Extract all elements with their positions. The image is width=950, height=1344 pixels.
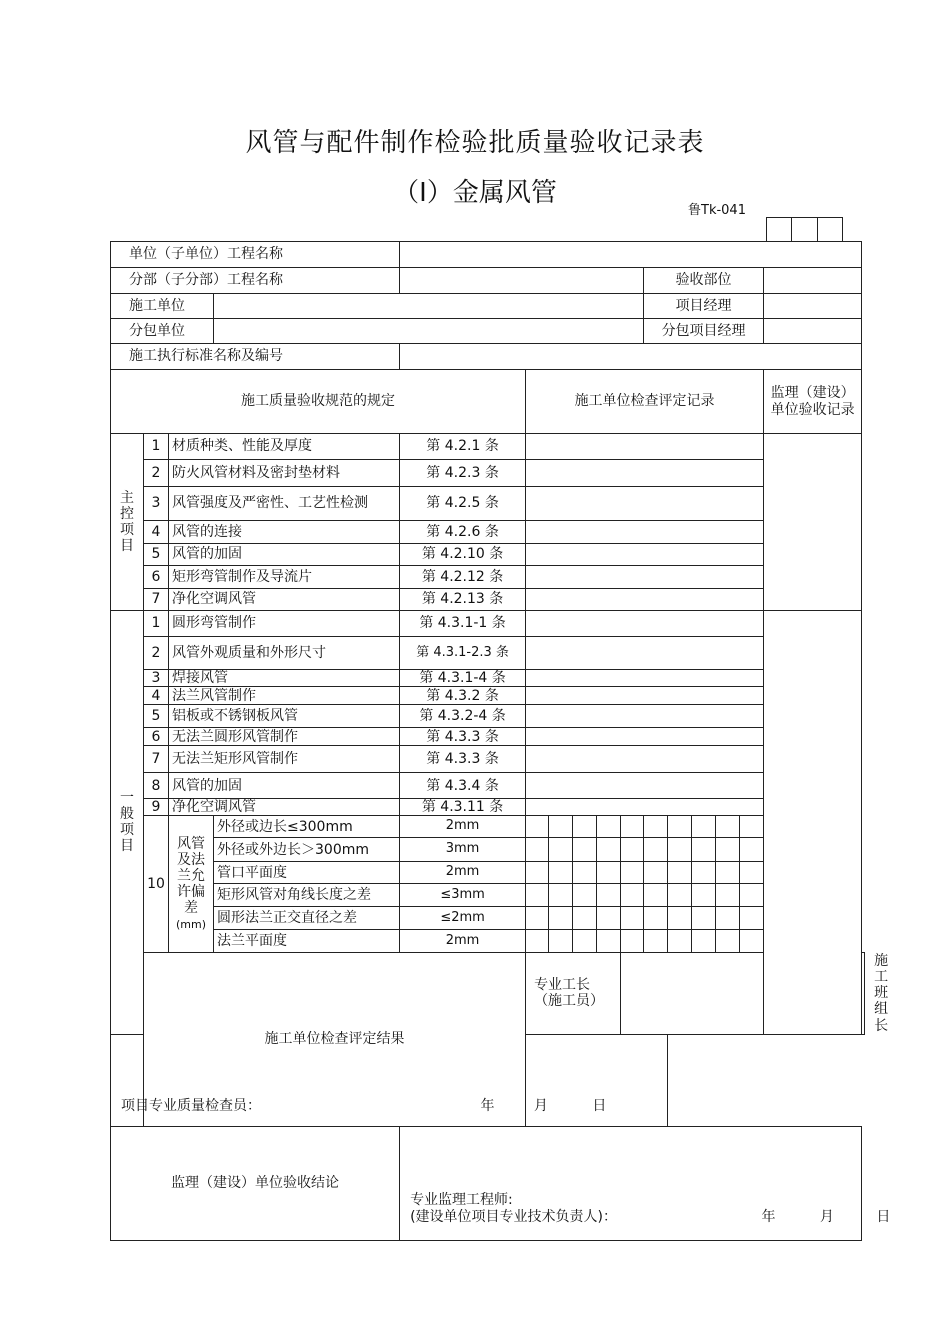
measure-cell[interactable] [740, 930, 764, 953]
tolerance-row [111, 838, 865, 862]
conclusion-month: 月 [819, 1208, 834, 1225]
subcontract-unit-label: 分包单位 [111, 319, 214, 344]
item-clause: 第 4.3.2-4 条 [400, 705, 526, 728]
measure-cell[interactable] [621, 862, 644, 884]
item-name: 风管外观质量和外形尺寸 [169, 637, 400, 670]
tolerance-row [111, 816, 865, 838]
spec-column-header: 施工质量验收规范的规定 [111, 370, 526, 434]
measure-cell[interactable] [644, 907, 668, 930]
measure-cell[interactable] [549, 862, 573, 884]
measure-cell[interactable] [597, 907, 621, 930]
measure-cell[interactable] [740, 838, 764, 862]
item-no: 7 [144, 746, 169, 773]
tolerance-no: 10 [144, 816, 169, 953]
check-record-column-header: 施工单位检查评定记录 [526, 370, 764, 434]
item-name: 净化空调风管 [169, 589, 400, 611]
acceptance-part-value[interactable] [764, 268, 862, 294]
item-clause: 第 4.3.1-2.3 条 [400, 637, 526, 670]
standard-label: 施工执行标准名称及编号 [111, 344, 400, 370]
table-row [111, 728, 865, 746]
measure-cell[interactable] [668, 838, 692, 862]
check-record-cell[interactable] [526, 728, 764, 746]
foreman-value[interactable] [621, 953, 764, 1034]
construction-unit-label: 施工单位 [111, 294, 214, 319]
item-clause: 第 4.2.1 条 [400, 434, 526, 460]
measure-cell[interactable] [692, 816, 716, 838]
tolerance-item: 矩形风管对角线长度之差 [214, 884, 400, 907]
item-name: 无法兰矩形风管制作 [169, 746, 400, 773]
measure-cell[interactable] [621, 838, 644, 862]
engineer-label: 专业监理工程师: [410, 1192, 513, 1209]
general-items-label: 一 般 项 目 [111, 611, 144, 1035]
tolerance-row [111, 862, 865, 884]
measure-cell[interactable] [740, 884, 764, 907]
project-manager-value[interactable] [764, 294, 862, 319]
measure-cell[interactable] [621, 930, 644, 953]
page-title: 风管与配件制作检验批质量验收记录表 [245, 128, 705, 158]
measure-cell[interactable] [644, 930, 668, 953]
measure-cell[interactable] [668, 907, 692, 930]
measure-cell[interactable] [740, 862, 764, 884]
measure-cell[interactable] [740, 907, 764, 930]
foreman-label: 专业工长（施工员） [526, 953, 621, 1034]
table-row [111, 687, 865, 705]
table-row [111, 746, 865, 773]
measure-cell[interactable] [668, 884, 692, 907]
item-clause: 第 4.3.4 条 [400, 773, 526, 799]
item-clause: 第 4.2.3 条 [400, 460, 526, 487]
measure-cell[interactable] [740, 816, 764, 838]
item-no: 3 [144, 487, 169, 521]
item-clause: 第 4.2.13 条 [400, 589, 526, 611]
measure-cell[interactable] [573, 816, 597, 838]
item-clause: 第 4.2.10 条 [400, 544, 526, 566]
item-no: 2 [144, 637, 169, 670]
item-clause: 第 4.2.5 条 [400, 487, 526, 521]
table-row [111, 460, 865, 487]
conclusion-label: 监理（建设）单位验收结论 [111, 1126, 400, 1240]
item-clause: 第 4.3.3 条 [400, 746, 526, 773]
measure-cell[interactable] [573, 838, 597, 862]
measure-cell[interactable] [644, 816, 668, 838]
measure-cell[interactable] [716, 838, 740, 862]
measure-cell[interactable] [692, 930, 716, 953]
measure-cell[interactable] [573, 930, 597, 953]
item-no: 4 [144, 521, 169, 544]
table-row [111, 670, 865, 687]
check-record-cell[interactable] [526, 746, 764, 773]
form-code: 鲁Tk-041 [688, 203, 746, 218]
table-row [111, 566, 865, 589]
check-record-cell[interactable] [526, 589, 764, 611]
measure-cell[interactable] [549, 907, 573, 930]
item-no: 5 [144, 544, 169, 566]
table-row [111, 589, 865, 611]
tolerance-item: 外径或边长≤300mm [214, 816, 400, 838]
item-clause: 第 4.3.1-4 条 [400, 670, 526, 687]
item-clause: 第 4.2.12 条 [400, 566, 526, 589]
item-name: 铝板或不锈钢板风管 [169, 705, 400, 728]
conclusion-year: 年 [761, 1208, 776, 1225]
measure-cell[interactable] [526, 862, 549, 884]
check-record-cell[interactable] [526, 773, 764, 799]
tolerance-row [111, 930, 865, 953]
item-name: 风管强度及严密性、工艺性检测 [169, 487, 400, 521]
supervision-record-cell[interactable] [764, 434, 862, 611]
check-record-cell[interactable] [526, 460, 764, 487]
measure-cell[interactable] [716, 862, 740, 884]
inspector-cell[interactable] [111, 1034, 668, 1126]
measure-cell[interactable] [621, 884, 644, 907]
measure-cell[interactable] [692, 907, 716, 930]
result-label: 施工单位检查评定结果 [144, 953, 526, 1126]
tolerance-item: 外径或外边长＞300mm [214, 838, 400, 862]
item-no: 4 [144, 687, 169, 705]
measure-cell[interactable] [573, 907, 597, 930]
result-month: 月 [533, 1097, 548, 1114]
item-no: 3 [144, 670, 169, 687]
measure-cell[interactable] [526, 816, 549, 838]
item-name: 焊接风管 [169, 670, 400, 687]
tolerance-item: 法兰平面度 [214, 930, 400, 953]
standard-value[interactable] [400, 344, 862, 370]
measure-cell[interactable] [644, 884, 668, 907]
subcontract-manager-label: 分包项目经理 [644, 319, 764, 344]
item-name: 圆形弯管制作 [169, 611, 400, 637]
tolerance-value: 2mm [400, 930, 526, 953]
item-name: 材质种类、性能及厚度 [169, 434, 400, 460]
inspection-form [110, 241, 891, 1241]
measure-cell[interactable] [644, 838, 668, 862]
item-clause: 第 4.3.11 条 [400, 799, 526, 816]
tolerance-item: 圆形法兰正交直径之差 [214, 907, 400, 930]
measure-cell[interactable] [597, 930, 621, 953]
tolerance-row [111, 884, 865, 907]
sub-project-label: 分部（子分部）工程名称 [111, 268, 400, 294]
sub-project-value[interactable] [400, 268, 644, 294]
measure-cell[interactable] [692, 838, 716, 862]
table-row [111, 773, 865, 799]
project-manager-label: 项目经理 [644, 294, 764, 319]
item-no: 8 [144, 773, 169, 799]
code-boxes[interactable] [766, 217, 843, 242]
table-row [111, 637, 865, 670]
tolerance-value: ≤2mm [400, 907, 526, 930]
check-record-cell[interactable] [526, 434, 764, 460]
item-clause: 第 4.3.1-1 条 [400, 611, 526, 637]
measure-cell[interactable] [526, 884, 549, 907]
measure-cell[interactable] [668, 862, 692, 884]
item-clause: 第 4.2.6 条 [400, 521, 526, 544]
item-no: 7 [144, 589, 169, 611]
table-row [111, 544, 865, 566]
result-day: 日 [592, 1097, 607, 1114]
check-record-cell[interactable] [526, 611, 764, 637]
tolerance-label: 风管 及法 兰允 许偏 差 (mm) [169, 816, 214, 953]
page-subtitle: （Ⅰ）金属风管 [393, 178, 557, 208]
check-record-cell[interactable] [526, 705, 764, 728]
inspector-label: 项目专业质量检查员： [121, 1097, 261, 1114]
tolerance-value: 2mm [400, 862, 526, 884]
check-record-cell[interactable] [526, 487, 764, 521]
supervision-column-header: 监理（建设）单位验收记录 [764, 370, 862, 434]
check-record-cell[interactable] [526, 521, 764, 544]
check-record-cell[interactable] [526, 544, 764, 566]
item-no: 1 [144, 611, 169, 637]
subcontract-unit-value[interactable] [214, 319, 644, 344]
supervision-record-cell[interactable] [764, 611, 862, 1035]
tolerance-row [111, 907, 865, 930]
result-year: 年 [480, 1097, 495, 1114]
item-no: 6 [144, 566, 169, 589]
item-no: 9 [144, 799, 169, 816]
measure-cell[interactable] [549, 884, 573, 907]
measure-cell[interactable] [549, 816, 573, 838]
tolerance-value: 2mm [400, 816, 526, 838]
measure-cell[interactable] [573, 884, 597, 907]
table-row [111, 521, 865, 544]
measure-cell[interactable] [526, 838, 549, 862]
item-clause: 第 4.3.2 条 [400, 687, 526, 705]
unit-project-value[interactable] [400, 242, 862, 268]
measure-cell[interactable] [716, 884, 740, 907]
measure-cell[interactable] [549, 930, 573, 953]
measure-cell[interactable] [549, 838, 573, 862]
check-record-cell[interactable] [526, 637, 764, 670]
measure-cell[interactable] [597, 816, 621, 838]
item-no: 6 [144, 728, 169, 746]
owner-label: (建设单位项目专业技术负责人)： [410, 1208, 617, 1225]
check-record-cell[interactable] [526, 687, 764, 705]
measure-cell[interactable] [644, 862, 668, 884]
measure-cell[interactable] [716, 907, 740, 930]
measure-cell[interactable] [668, 816, 692, 838]
team-leader-label: 施工班组长 [862, 953, 865, 1034]
check-record-cell[interactable] [526, 670, 764, 687]
item-name: 风管的加固 [169, 773, 400, 799]
tolerance-value: ≤3mm [400, 884, 526, 907]
table-row [111, 799, 865, 816]
main-items-label: 主 控 项 目 [111, 434, 144, 611]
item-no: 2 [144, 460, 169, 487]
item-name: 风管的加固 [169, 544, 400, 566]
measure-cell[interactable] [621, 907, 644, 930]
tolerance-item: 管口平面度 [214, 862, 400, 884]
measure-cell[interactable] [692, 884, 716, 907]
measure-cell[interactable] [716, 930, 740, 953]
table-row [111, 611, 865, 637]
conclusion-day: 日 [876, 1208, 891, 1225]
construction-unit-value[interactable] [214, 294, 644, 319]
check-record-cell[interactable] [526, 566, 764, 589]
item-name: 风管的连接 [169, 521, 400, 544]
measure-cell[interactable] [668, 930, 692, 953]
item-name: 矩形弯管制作及导流片 [169, 566, 400, 589]
item-no: 5 [144, 705, 169, 728]
measure-cell[interactable] [597, 884, 621, 907]
unit-project-label: 单位（子单位）工程名称 [111, 242, 400, 268]
item-name: 净化空调风管 [169, 799, 400, 816]
item-name: 防火风管材料及密封垫材料 [169, 460, 400, 487]
table-row [111, 434, 865, 460]
item-name: 法兰风管制作 [169, 687, 400, 705]
item-clause: 第 4.3.3 条 [400, 728, 526, 746]
item-name: 无法兰圆形风管制作 [169, 728, 400, 746]
measure-cell[interactable] [692, 862, 716, 884]
check-record-cell[interactable] [526, 799, 764, 816]
table-row [111, 487, 865, 521]
conclusion-cell[interactable] [400, 1126, 891, 1240]
measure-cell[interactable] [597, 838, 621, 862]
item-no: 1 [144, 434, 169, 460]
subcontract-manager-value[interactable] [764, 319, 862, 344]
measure-cell[interactable] [597, 862, 621, 884]
measure-cell[interactable] [621, 816, 644, 838]
table-row [111, 705, 865, 728]
tolerance-value: 3mm [400, 838, 526, 862]
acceptance-part-label: 验收部位 [644, 268, 764, 294]
measure-cell[interactable] [526, 930, 549, 953]
measure-cell[interactable] [526, 907, 549, 930]
measure-cell[interactable] [573, 862, 597, 884]
measure-cell[interactable] [716, 816, 740, 838]
